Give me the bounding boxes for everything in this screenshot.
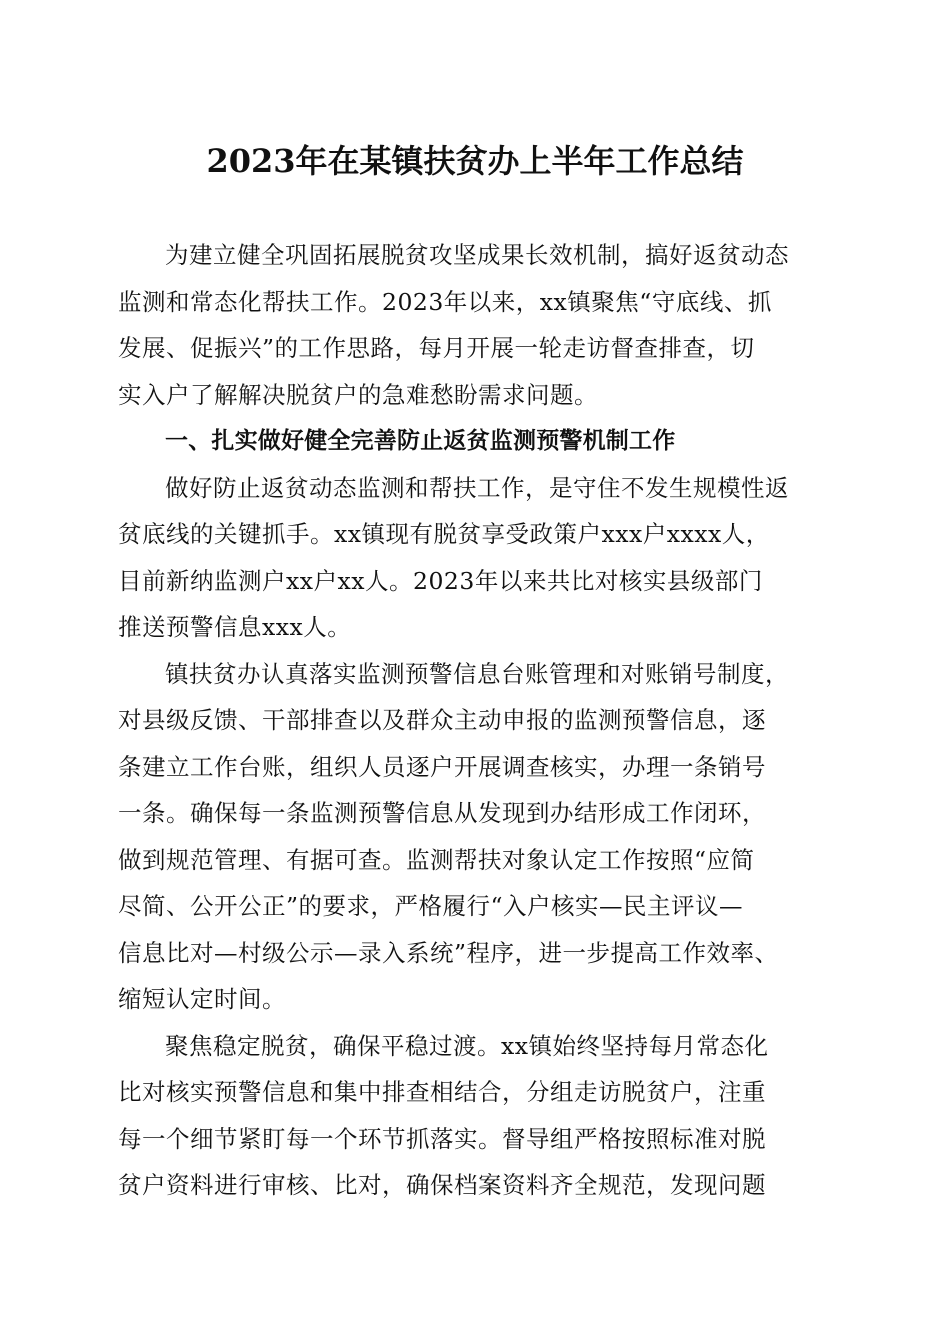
paragraph-line: 一条。确保每一条监测预警信息从发现到办结形成工作闭环， bbox=[118, 799, 766, 827]
paragraph-line: 对县级反馈、干部排查以及群众主动申报的监测预警信息，逐 bbox=[118, 706, 766, 734]
paragraph-line: 每一个细节紧盯每一个环节抓落实。督导组严格按照标准对脱 bbox=[118, 1124, 766, 1153]
paragraph-line: 信息比对—村级公示—录入系统”程序，进一步提高工作效率、 bbox=[118, 938, 779, 967]
paragraph-line: 实入户了解解决脱贫户的急难愁盼需求问题。 bbox=[118, 380, 598, 409]
paragraph-line: 做好防止返贫动态监测和帮扶工作，是守住不发生规模性返 bbox=[165, 473, 789, 502]
paragraph-line: 缩短认定时间。 bbox=[118, 985, 286, 1013]
document-body bbox=[118, 232, 828, 1209]
paragraph-line: 推送预警信息xxx人。 bbox=[118, 613, 352, 641]
paragraph-line: 做到规范管理、有据可查。监测帮扶对象认定工作按照“应简 bbox=[118, 845, 755, 874]
paragraph-line: 聚焦稳定脱贫，确保平稳过渡。xx镇始终坚持每月常态化 bbox=[165, 1031, 769, 1060]
paragraph-line: 发展、促振兴”的工作思路，每月开展一轮走访督查排查，切 bbox=[118, 334, 755, 362]
paragraph-line: 条建立工作台账，组织人员逐户开展调查核实，办理一条销号 bbox=[118, 752, 766, 781]
paragraph-line: 比对核实预警信息和集中排查相结合，分组走访脱贫户，注重 bbox=[118, 1078, 766, 1106]
paragraph-line: 贫户资料进行审核、比对，确保档案资料齐全规范，发现问题 bbox=[118, 1171, 766, 1199]
document-title: 2023年在某镇扶贫办上半年工作总结 bbox=[206, 142, 744, 180]
paragraph-line: 监测和常态化帮扶工作。2023年以来，xx镇聚焦“守底线、抓 bbox=[118, 287, 772, 316]
paragraph-line: 为建立健全巩固拓展脱贫攻坚成果长效机制，搞好返贫动态 bbox=[165, 241, 789, 269]
paragraph-line: 贫底线的关键抓手。xx镇现有脱贫享受政策户xxx户xxxx人， bbox=[118, 520, 770, 548]
paragraph-line: 目前新纳监测户xx户xx人。2023年以来共比对核实县级部门 bbox=[118, 566, 763, 595]
paragraph-line: 镇扶贫办认真落实监测预警信息台账管理和对账销号制度， bbox=[165, 659, 789, 688]
paragraph-line: 尽简、公开公正”的要求，严格履行“入户核实—民主评议— bbox=[118, 892, 744, 920]
section-heading: 一、扎实做好健全完善防止返贫监测预警机制工作 bbox=[165, 428, 676, 454]
